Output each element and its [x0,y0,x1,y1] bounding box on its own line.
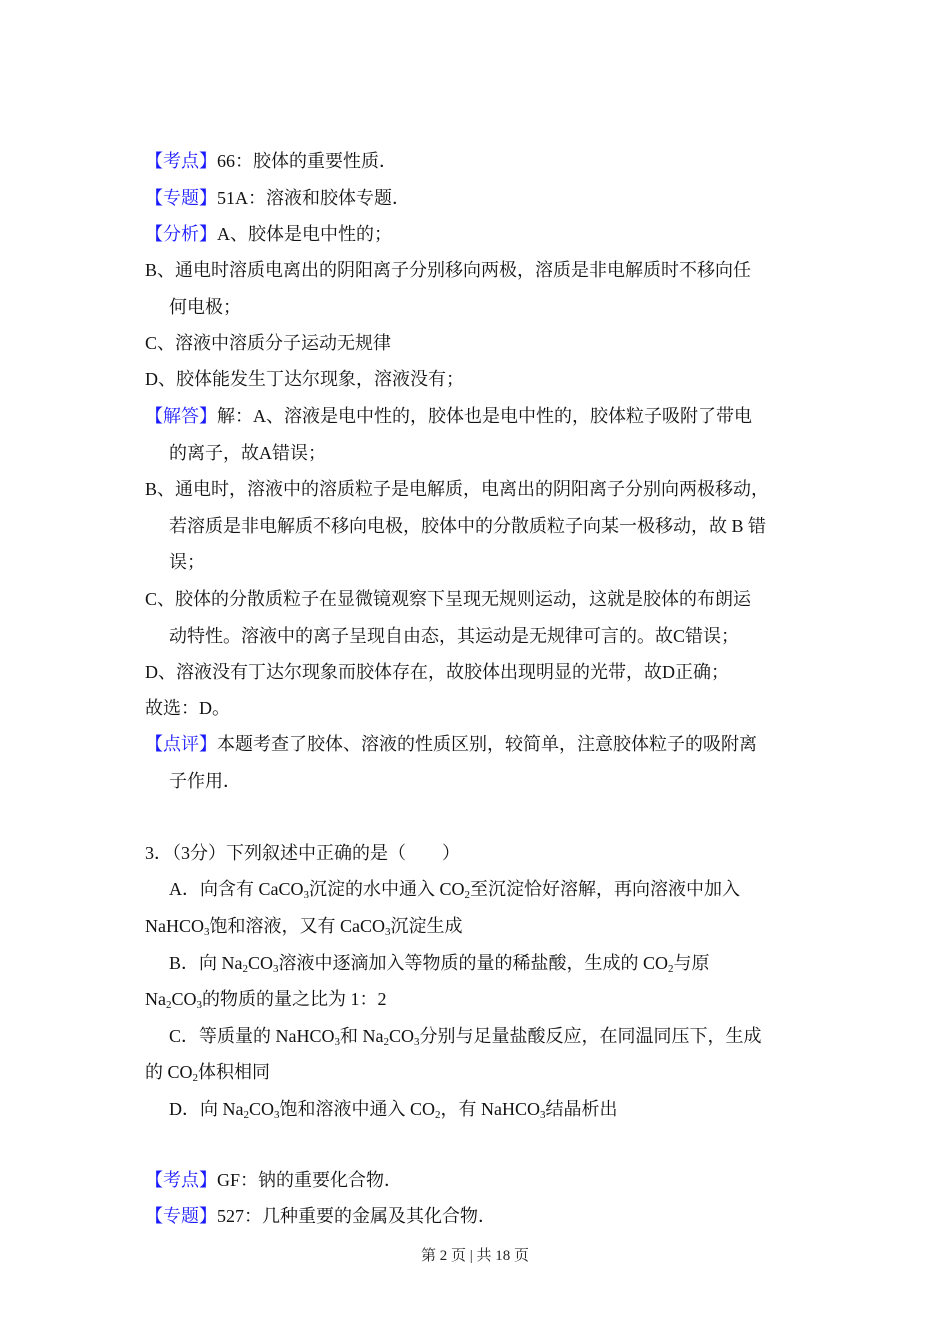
dianping-line [145,733,757,755]
kaodian-text: 66：胶体的重要性质． [217,151,397,171]
t: 饱和溶液中通入 CO [279,1099,436,1119]
dianping-text: 本题考查了胶体、溶液的性质区别，较简单，注意胶体粒子的吸附离 [217,734,757,754]
option-d-line1 [169,1098,618,1120]
t: 2 [242,963,248,975]
fenxi-tag: 【分析】 [145,224,217,244]
t: 3 [273,963,279,975]
zhuanti-line [145,187,410,209]
option-b-line1 [169,952,710,974]
q3-kaodian-text: GF：钠的重要化合物． [217,1170,403,1190]
q3-kaodian-line [145,1169,402,1191]
answer: 故选：D。 [145,698,230,718]
t: 3 [204,926,210,938]
option-c-line1 [169,1025,762,1047]
jieda-b2: 若溶质是非电解质不移向电极，胶体中的分散质粒子向某一极移动，故 B 错 [169,516,767,536]
t: C．等质量的 NaHCO [169,1026,335,1046]
t: CO [171,989,197,1009]
option-a-line2 [145,915,463,937]
zhuanti-tag: 【专题】 [145,188,217,208]
t: B．向 Na [169,953,243,973]
t: 溶液中逐滴加入等物质的量的稀盐酸，生成的 CO [278,953,669,973]
fenxi-line [145,223,392,245]
t: CO [249,1099,275,1119]
t: 2 [192,1072,199,1084]
option-b-line2 [145,988,387,1010]
q3-zhuanti-line [145,1205,496,1227]
t: 至沉淀恰好溶解，再向溶液中加入 [470,879,741,899]
jieda-d: D、溶液没有丁达尔现象而胶体存在，故胶体出现明显的光带，故D正确； [145,662,729,682]
t: NaHCO [145,916,204,936]
jieda-text: 解：A、溶液是电中性的，胶体也是电中性的，胶体粒子吸附了带电 [217,406,752,426]
q3-kaodian-tag: 【考点】 [145,1170,217,1190]
t: 的物质的量之比为 1：2 [202,989,387,1009]
t: CO [248,953,274,973]
jieda-b1: B、通电时，溶液中的溶质粒子是电解质，电离出的阴阳离子分别向两极移动， [145,479,770,499]
t: Na [145,989,166,1009]
t: D．向 Na [169,1099,244,1119]
question3-stem: 3．（3分）下列叙述中正确的是（ ） [145,843,460,863]
fenxi-d: D、胶体能发生丁达尔现象，溶液没有； [145,369,464,389]
jieda-c1: C、胶体的分散质粒子在显微镜观察下呈现无规则运动，这就是胶体的布朗运 [145,589,752,609]
dianping-2: 子作用． [169,771,241,791]
t: 沉淀生成 [390,916,463,936]
t: CO [389,1026,415,1046]
jieda-line [145,405,752,427]
t: 3 [334,1036,340,1048]
dianping-tag: 【点评】 [145,734,217,754]
t: A．向含有 CaCO [169,879,304,899]
t: 3 [540,1109,546,1121]
fenxi-b1: B、通电时溶质电离出的阴阳离子分别移向两极，溶质是非电解质时不移向任 [145,260,752,280]
t: 2 [166,999,172,1011]
q3-zhuanti-tag: 【专题】 [145,1206,217,1226]
fenxi-c: C、溶液中溶质分子运动无规律 [145,333,392,353]
t: 结晶析出 [545,1099,618,1119]
t: 2 [435,1109,441,1121]
t: 3 [303,889,309,901]
page-footer: 第 2 页 | 共 18 页 [420,1248,529,1264]
t: 3 [274,1109,280,1121]
t: 饱和溶液，又有 CaCO [209,916,385,936]
t: 3 [196,999,203,1011]
t: 2 [668,963,674,975]
t: 分别与足量盐酸反应，在同温同压下，生成 [419,1026,762,1046]
jieda-c2: 动特性。溶液中的离子呈现自由态，其运动是无规律可言的。故C错误； [169,626,740,646]
option-c-line2 [145,1061,270,1083]
option-a-line1 [169,878,740,900]
t: 和 Na [340,1026,384,1046]
t: 2 [383,1036,389,1048]
t: ，有 NaHCO [440,1099,541,1119]
t: 与原 [673,953,710,973]
t: 体积相同 [198,1062,271,1082]
fenxi-text: A、胶体是电中性的； [217,224,392,244]
kaodian-line [145,150,397,172]
t: 的 CO [145,1062,193,1082]
jieda-tag: 【解答】 [145,406,217,426]
fenxi-b2: 何电极； [169,297,241,317]
t: 3 [385,926,391,938]
jieda-a2: 的离子，故A错误； [169,443,326,463]
kaodian-tag: 【考点】 [145,151,217,171]
t: 2 [243,1109,249,1121]
q3-zhuanti-text: 527：几种重要的金属及其化合物． [217,1206,496,1226]
t: 3 [414,1036,420,1048]
t: 沉淀的水中通入 CO [309,879,465,899]
t: 2 [464,889,471,901]
zhuanti-text: 51A：溶液和胶体专题． [217,188,410,208]
jieda-b3: 误； [169,552,205,572]
